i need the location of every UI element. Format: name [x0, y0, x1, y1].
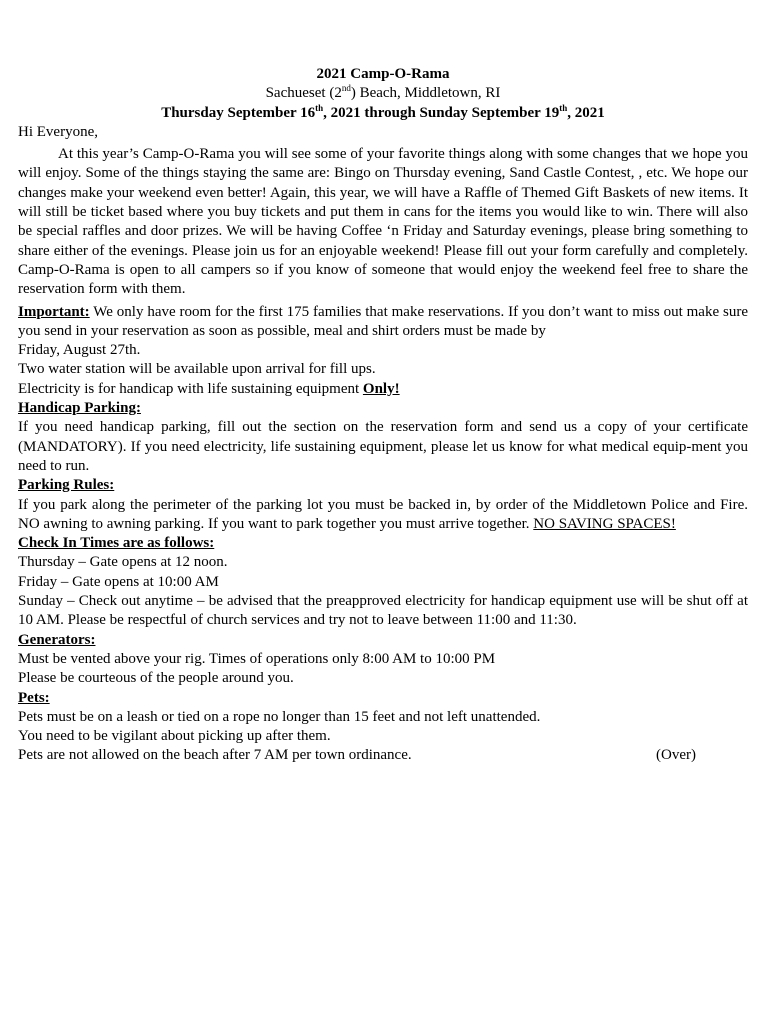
- reservation-deadline: Friday, August 27th.: [18, 342, 141, 359]
- water-station-note: Two water station will be available upon arrival for fill ups.: [18, 361, 376, 378]
- check-in-friday: Friday – Gate opens at 10:00 AM: [18, 573, 219, 590]
- pets-last-row: [18, 746, 748, 765]
- electricity-only: Only!: [362, 380, 400, 397]
- electricity-text: Electricity is for handicap with life sustaining equipment: [18, 380, 363, 397]
- important-paragraph: [18, 303, 748, 342]
- dates-superscript-1: th: [315, 102, 324, 113]
- pets-heading: Pets:: [18, 689, 50, 706]
- handicap-parking-text: If you need handicap parking, fill out the section on the reservation form and send us a copy of your certificate (MANDATORY). If you need electricity, life sustaining equipment, please let us know for what medical equip-ment you need to run.: [18, 419, 748, 474]
- parking-rules-heading: Parking Rules:: [18, 477, 115, 494]
- event-location: [18, 84, 748, 103]
- dates-part-3: , 2021: [567, 104, 605, 121]
- dates-part-2: , 2021 through Sunday September 19: [323, 104, 560, 121]
- dates-superscript-2: th: [559, 102, 568, 113]
- important-text: We only have room for the first 175 families that make reservations. If you don’t want to miss out make sure you send in your reservation as soon as possible, meal and shirt orders must be made by: [18, 303, 748, 339]
- check-in-thursday: Thursday – Gate opens at 12 noon.: [18, 554, 228, 571]
- parking-rules-paragraph: [18, 496, 748, 535]
- pets-line-1: Pets must be on a leash or tied on a rope no longer than 15 feet and not left unattended.: [18, 708, 541, 725]
- important-label: Important:: [18, 303, 90, 320]
- document-page: [18, 65, 748, 766]
- greeting: Hi Everyone,: [18, 123, 98, 140]
- generators-heading: Generators:: [18, 631, 96, 648]
- document-title: 2021 Camp-O-Rama: [316, 66, 450, 82]
- location-text-post: ) Beach, Middletown, RI: [350, 85, 501, 102]
- handicap-parking-heading: Handicap Parking:: [18, 400, 141, 417]
- dates-part-1: Thursday September 16: [161, 104, 316, 121]
- location-text-pre: Sachueset (2: [265, 85, 342, 102]
- check-in-heading: Check In Times are as follows:: [18, 535, 215, 552]
- generators-line-1: Must be vented above your rig. Times of operations only 8:00 AM to 10:00 PM: [18, 650, 496, 667]
- event-dates: [18, 104, 748, 123]
- pets-line-2: You need to be vigilant about picking up after them.: [18, 728, 331, 745]
- over-indicator: (Over): [656, 747, 696, 764]
- parking-rules-text: If you park along the perimeter of the parking lot you must be backed in, by order of the Middletown Police and Fire. NO awning to awning parking. If you want to park together you must arrive together.: [18, 496, 748, 532]
- generators-line-2: Please be courteous of the people around you.: [18, 670, 294, 687]
- electricity-note: [18, 380, 748, 399]
- intro-paragraph: At this year’s Camp-O-Rama you will see some of your favorite things along with some changes that we hope you will enjoy. Some of the things staying the same are: Bingo on Thursday evening, Sand Castle Contest, , etc. We hope our changes make your weekend even better! Again, this year, we will have a Raffle of Themed Gift Baskets of new items. It will still be ticket based where you buy tickets and put them in cans for the items you would like to win. There will also be special raffles and door prizes. We will be having Coffee ‘n Friday and Saturday evenings, please bring something to share either of the evenings. Please join us for an enjoyable weekend! Please fill out your form carefully and completely. Camp-O-Rama is open to all campers so if you know of someone that would enjoy the weekend feel free to share the reservation form with them.: [18, 146, 748, 298]
- no-saving-spaces: NO SAVING SPACES!: [533, 515, 676, 532]
- pets-line-3: Pets are not allowed on the beach after 7 AM per town ordinance.: [18, 747, 412, 764]
- location-superscript: nd: [341, 83, 351, 94]
- check-in-sunday: Sunday – Check out anytime – be advised that the preapproved electricity for handicap equipment use will be shut off at 10 AM. Please be respectful of church services and try not to leave between 11:00 and 11:30.: [18, 593, 748, 629]
